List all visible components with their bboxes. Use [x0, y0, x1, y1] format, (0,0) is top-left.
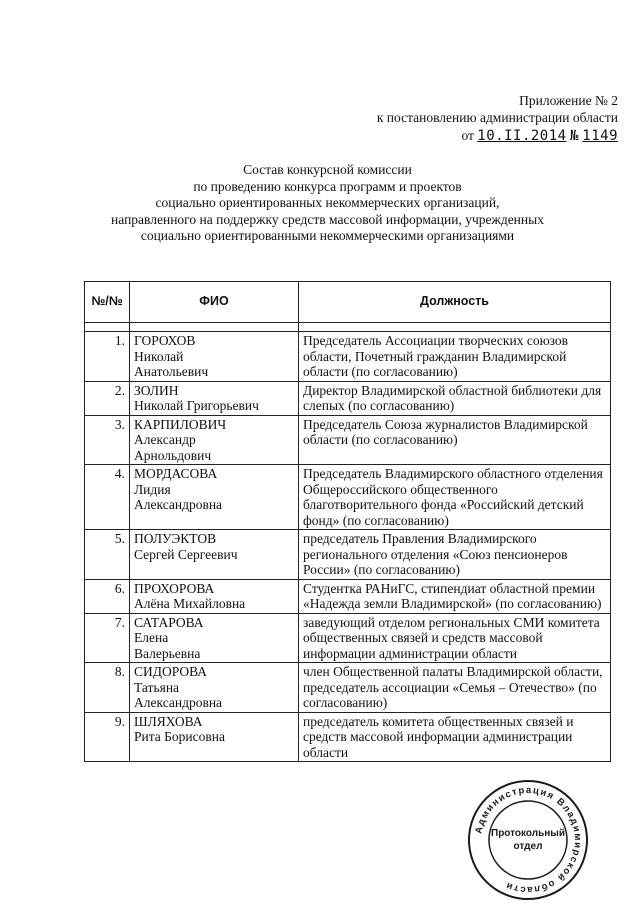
seal-ring-text: Администрация Владимирской области — [473, 784, 584, 896]
member-position: председатель комитета общественных связей и средств массовой информации администрации области — [299, 712, 611, 762]
member-given-name: Александр — [134, 432, 196, 447]
title-line: Состав конкурсной комиссии — [243, 162, 412, 177]
member-name — [130, 332, 299, 382]
member-number: 7. — [85, 613, 130, 663]
member-given-name: Анатольевич — [134, 364, 209, 379]
table-row — [85, 663, 611, 713]
table-row — [85, 381, 611, 415]
commission-members-table — [84, 281, 611, 762]
member-position: Председатель Союза журналистов Владимирской области (по согласованию) — [299, 415, 611, 465]
member-given-name: Арнольдович — [134, 447, 212, 463]
member-name — [130, 663, 299, 713]
table-row — [85, 415, 611, 465]
table-row — [85, 465, 611, 530]
from-label: от — [461, 128, 474, 143]
table-row — [85, 712, 611, 762]
member-surname: ГОРОХОВ — [134, 333, 196, 348]
table-row — [85, 332, 611, 382]
member-name — [130, 712, 299, 762]
document-title — [80, 162, 575, 245]
member-surname: ПОЛУЭКТОВ — [134, 531, 217, 546]
member-given-name: Валерьевна — [134, 645, 201, 661]
member-surname: САТАРОВА — [134, 614, 204, 630]
seal-center-line-2: отдел — [513, 841, 543, 852]
member-number: 5. — [85, 530, 130, 580]
member-given-name: Александровна — [134, 497, 223, 512]
seal-center-line-1: Протокольный — [491, 828, 565, 839]
table-row — [85, 530, 611, 580]
title-line: по проведению конкурса программ и проектов — [193, 178, 462, 194]
table-header-row — [85, 282, 611, 323]
member-given-name: Рита Борисовна — [134, 729, 225, 744]
member-given-name: Александровна — [134, 695, 223, 710]
member-surname: СИДОРОВА — [134, 664, 208, 679]
title-line: направленного на поддержку средств массовой информации, учрежденных — [111, 211, 544, 227]
resolution-number: 1149 — [582, 128, 618, 144]
member-given-name: Лидия — [134, 481, 171, 497]
member-number: 2. — [85, 381, 130, 415]
member-given-name: Сергей Сергеевич — [134, 546, 238, 562]
resolution-date: 10.II.2014 — [477, 128, 567, 144]
member-position: председатель Правления Владимирского регионального отделения «Союз пенсионеров России» (по согласованию) — [299, 530, 611, 580]
member-number: 8. — [85, 663, 130, 713]
seal-inner-ring — [489, 801, 567, 879]
member-name — [130, 613, 299, 663]
title-line: социально ориентированных некоммерческих организаций, — [155, 195, 500, 210]
member-number: 1. — [85, 332, 130, 382]
member-number: 3. — [85, 415, 130, 465]
resolution-date-line — [377, 127, 618, 145]
header-position: Должность — [299, 282, 611, 323]
number-sign: № — [569, 128, 579, 144]
member-name — [130, 381, 299, 415]
appendix-title: Приложение № 2 — [519, 93, 618, 108]
member-surname: КАРПИЛОВИЧ — [134, 416, 227, 432]
member-given-name: Татьяна — [134, 679, 180, 695]
table-row — [85, 579, 611, 613]
member-surname: ЗОЛИН — [134, 382, 179, 398]
member-position: заведующий отделом региональных СМИ комитета общественных связей и средств массовой информации администрации области — [299, 613, 611, 663]
member-given-name: Елена — [134, 630, 169, 645]
member-surname: ШЛЯХОВА — [134, 713, 203, 729]
member-given-name: Николай — [134, 348, 184, 364]
member-position: Директор Владимирской областной библиотеки для слепых (по согласованию) — [299, 381, 611, 415]
resolution-reference: к постановлению администрации области — [376, 110, 618, 125]
member-surname: МОРДАСОВА — [134, 466, 218, 481]
member-name — [130, 465, 299, 530]
member-position: Председатель Ассоциации творческих союзов области, Почетный гражданин Владимирской области (по согласованию) — [299, 332, 611, 382]
header-name: ФИО — [130, 282, 299, 323]
member-number: 4. — [85, 465, 130, 530]
table-row — [85, 613, 611, 663]
organization-seal — [466, 778, 590, 902]
member-position: Студентка РАНиГС, стипендиат областной премии «Надежда земли Владимирской» (по согласованию) — [299, 579, 611, 613]
title-line: социально ориентированными некоммерческими организациями — [140, 228, 515, 243]
member-surname: ПРОХОРОВА — [134, 580, 215, 596]
member-number: 9. — [85, 712, 130, 762]
appendix-header — [377, 92, 618, 145]
header-number: №/№ — [85, 282, 130, 323]
member-position: Председатель Владимирского областного отделения Общероссийского общественного благотворительного фонда «Российский детский фонд» (по согласованию) — [299, 465, 611, 530]
member-given-name: Алёна Михайловна — [134, 596, 246, 611]
member-position: член Общественной палаты Владимирской области, председатель ассоциации «Семья – Отечество» (по согласованию) — [299, 663, 611, 713]
member-name — [130, 579, 299, 613]
table-spacer-row — [85, 323, 611, 332]
member-number: 6. — [85, 579, 130, 613]
member-name — [130, 415, 299, 465]
seal-outer-ring — [469, 781, 587, 899]
member-name — [130, 530, 299, 580]
member-given-name: Николай Григорьевич — [134, 398, 259, 413]
